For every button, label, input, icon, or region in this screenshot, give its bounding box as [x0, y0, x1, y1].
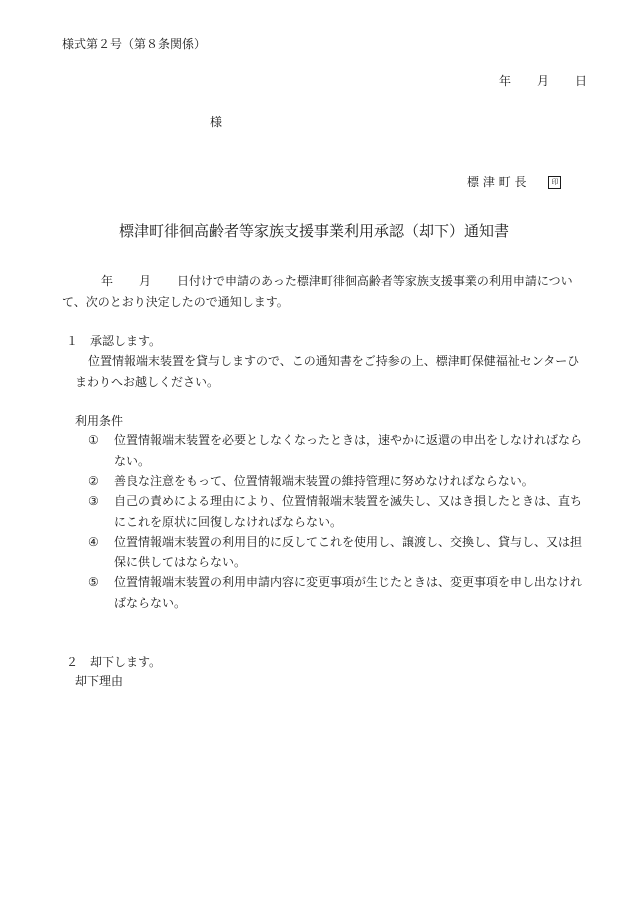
condition-number: ④: [88, 535, 99, 549]
issuer: [467, 176, 561, 189]
condition-number: ⑤: [88, 575, 99, 589]
intro-line-2: て、次のとおり決定したので通知します。: [62, 295, 289, 309]
condition-text-line-2: 保に供してはならない。: [114, 555, 247, 569]
condition-text-line-1: 位置情報端末装置の利用申請内容に変更事項が生じたときは、変更事項を申し出なけれ: [114, 575, 583, 589]
condition-text-line-1: 自己の責めによる理由により、位置情報端末装置を滅失し、又はき損したときは、直ち: [114, 494, 583, 508]
section1-heading: １ 承認します。: [66, 334, 162, 348]
document-title: 標津町徘徊高齢者等家族支援事業利用承認（却下）通知書: [119, 222, 510, 240]
seal-mark: 印: [548, 176, 561, 189]
date-line: [499, 75, 587, 87]
date-year-label: 年: [499, 74, 512, 88]
intro-year-label: 年: [101, 274, 114, 288]
condition-number: ②: [88, 474, 99, 488]
section1-body-line-2: まわりへお越しください。: [75, 375, 220, 389]
date-month-label: 月: [537, 74, 550, 88]
condition-text-line-1: 善良な注意をもって、位置情報端末装置の維持管理に努めなければならない。: [114, 474, 534, 488]
condition-number: ①: [88, 433, 99, 447]
intro-text: 日付けで申請のあった標津町徘徊高齢者等家族支援事業の利用申請につい: [177, 274, 573, 288]
conditions-heading: 利用条件: [75, 414, 124, 428]
condition-text-line-2: ばならない。: [114, 596, 187, 610]
condition-text-line-1: 位置情報端末装置を必要としなくなったときは，速やかに返還の申出をしなければなら: [114, 433, 583, 447]
form-number: 様式第２号（第８条関係）: [62, 37, 207, 51]
rejection-reason-label: 却下理由: [75, 674, 124, 688]
addressee-suffix: 様: [210, 115, 223, 129]
condition-text-line-2: にこれを原状に回復しなければならない。: [114, 515, 343, 529]
intro-month-label: 月: [139, 274, 152, 288]
intro-line-1: [101, 275, 573, 287]
section2-heading: ２ 却下します。: [66, 655, 162, 669]
condition-number: ③: [88, 494, 99, 508]
condition-text-line-1: 位置情報端末装置の利用目的に反してこれを使用し、譲渡し、交換し、貸与し、又は担: [114, 535, 583, 549]
issuer-title: 標 津 町 長: [467, 175, 527, 189]
date-day-label: 日: [575, 74, 588, 88]
condition-text-line-2: ない。: [114, 454, 151, 468]
section1-body-line-1: 位置情報端末装置を貸与しますので、この通知書をご持参の上、標津町保健福祉センターひ: [88, 354, 580, 368]
